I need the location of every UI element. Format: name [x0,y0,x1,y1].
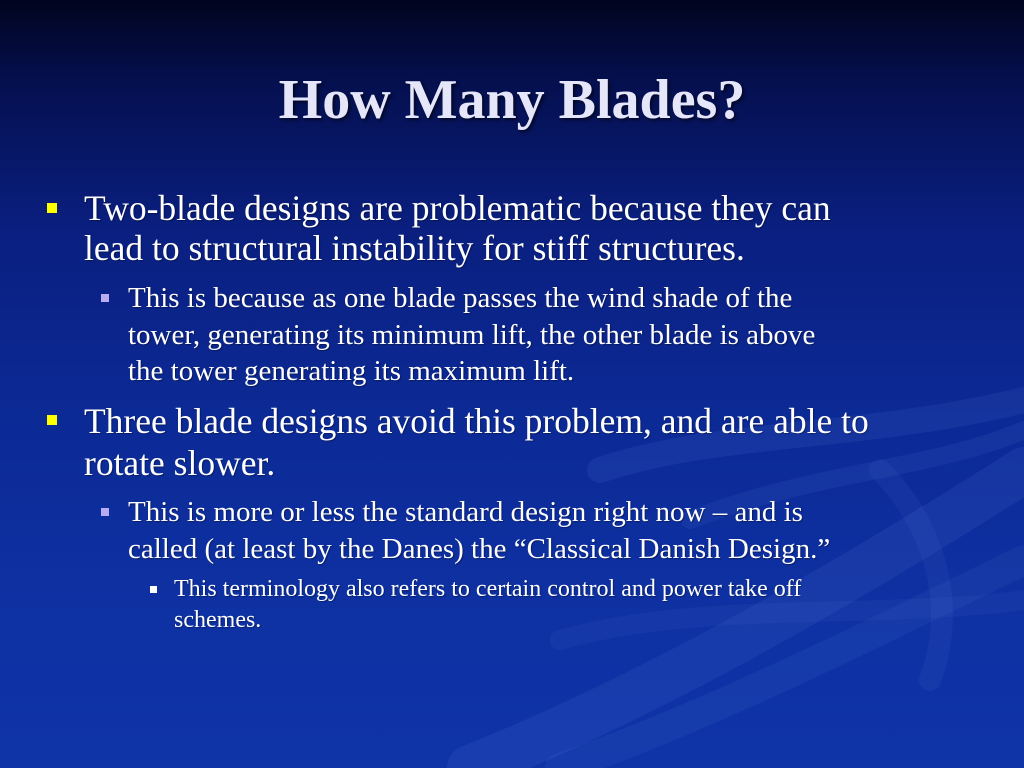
bullet-item-level-1 [84,188,831,268]
square-bullet-icon [47,203,57,213]
bullet-item-level-1 [84,400,869,484]
square-bullet-icon [47,415,57,425]
square-bullet-icon [101,508,109,516]
bullet-line: This is because as one blade passes the wind shade of the [128,282,793,314]
bullet-line: lead to structural instability for stiff structures. [84,228,745,268]
bullet-line: called (at least by the Danes) the “Classical Danish Design.” [128,532,831,565]
bullet-line: tower, generating its minimum lift, the other blade is above [128,318,816,351]
bullet-line: Two-blade designs are problematic because they can [84,188,831,228]
square-bullet-icon [150,586,157,593]
bullet-line: This terminology also refers to certain control and power take off [174,576,802,602]
bullet-line: rotate slower. [84,443,276,483]
bullet-line: the tower generating its maximum lift. [128,355,575,387]
bullet-item-level-2 [128,494,830,567]
bullet-item-level-2 [128,280,815,390]
bullet-item-level-3 [174,574,801,636]
square-bullet-icon [101,294,109,302]
bullet-line: This is more or less the standard design right now – and is [128,496,803,528]
bullet-line: Three blade designs avoid this problem, and are able to [84,401,869,441]
bullet-line: schemes. [174,607,262,633]
slide-title: How Many Blades? [278,69,746,131]
